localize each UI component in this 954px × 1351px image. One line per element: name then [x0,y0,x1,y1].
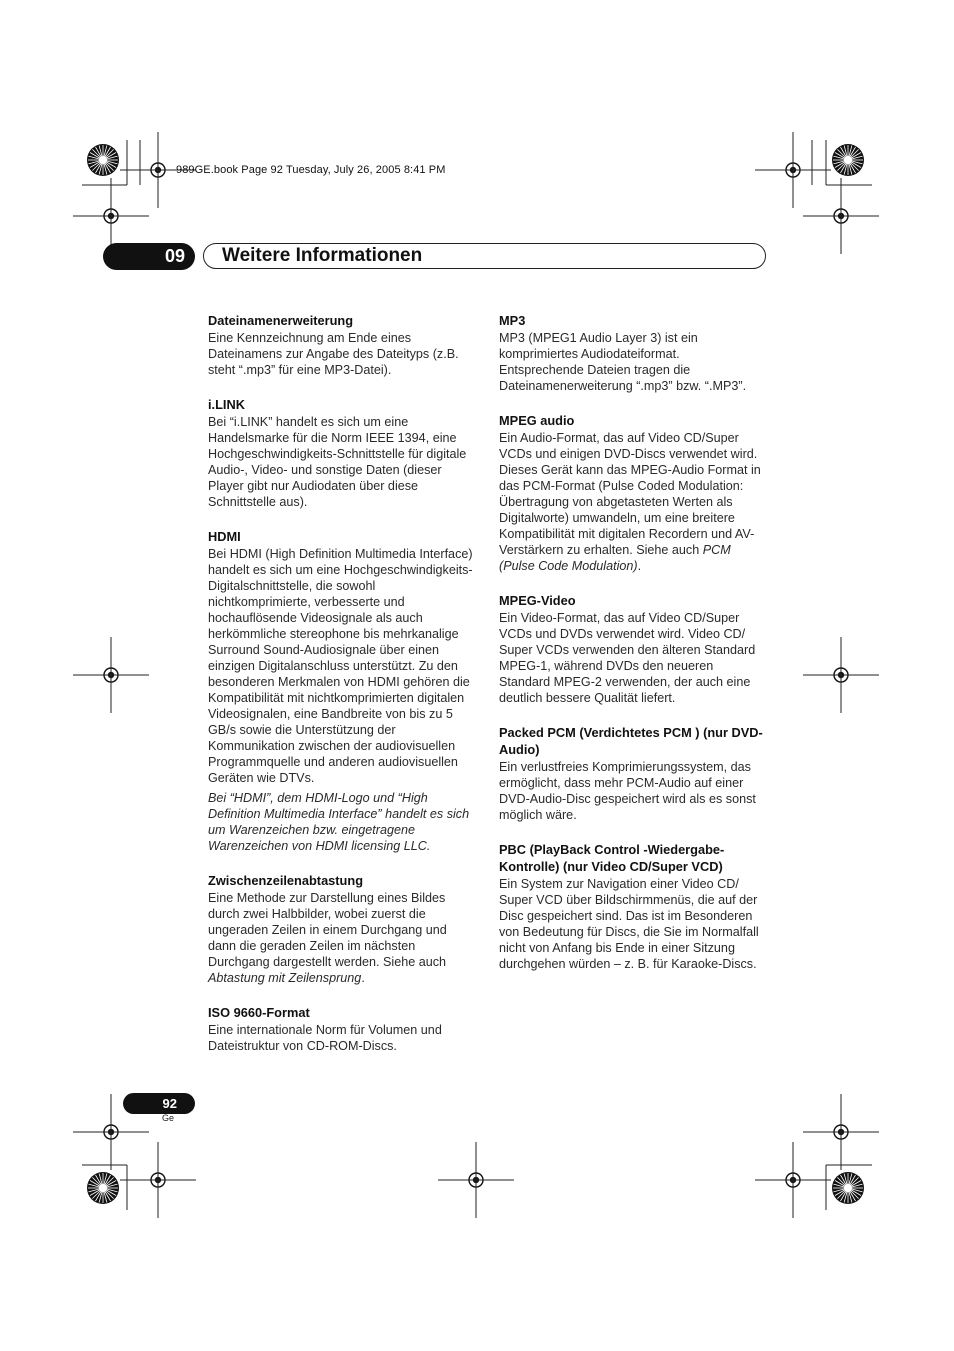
term: PBC (PlayBack Control -Wiedergabe-Kontrolle) (nur Video CD/Super VCD) [499,842,725,874]
term: Dateinamenerweiterung [208,313,354,328]
glossary-entry [499,841,767,972]
starburst-center [844,156,852,164]
definition: Ein verlustfreies Komprimierungssystem, das ermöglicht, dass mehr PCM-Audio auf einer DVD-Audio-Disc gespeichert wird als es sonst möglich wäre. [499,760,756,822]
glossary-entry [499,312,767,394]
definition [208,890,476,986]
page-language: Ge [162,1113,175,1123]
definition: Bei HDMI (High Definition Multimedia Interface) handelt es sich um eine Hochgeschwindigkeits-Digitalschnittstelle, die sowohl nichtkomprimierte, verbesserte und hochauflösende Videosignale als auch herkömmliche stereophone bis mehrkanalige Surround Sound-Audiosignale über einen einzigen Digitalanschluss unterstützt. Zu den besonderen Merkmalen von HDMI gehören die Kompatibilität mit nichtkomprimierten digitalen Videosignalen, eine Bandbreite von bis zu 5 GB/s sowie die Unterstützung der Kommunikation zwischen der audiovisuellen Programmquelle und anderen audiovisuellen Geräten wie DTVs. [208,547,473,785]
chapter-number: 09 [103,243,195,270]
glossary-entry [499,592,767,706]
term: Packed PCM (Verdichtetes PCM ) (nur DVD-Audio) [499,725,763,757]
right-column [499,312,767,990]
term: HDMI [208,529,241,544]
trademark-note: Bei “HDMI”, dem HDMI-Logo und “High Definition Multimedia Interface” handelt es sich um Warenzeichen bzw. eingetragene Warenzeichen von HDMI licensing LLC. [208,791,470,853]
glossary-entry [208,312,476,378]
term: MP3 [499,313,526,328]
definition-end: . [637,559,642,573]
term: MPEG-Video [499,593,576,608]
print-header: 989GE.book Page 92 Tuesday, July 26, 2005 8:41 PM [176,164,446,176]
definition: Ein System zur Navigation einer Video CD/ Super VCD über Bildschirmmenüs, die auf der Disc gespeichert sind. Das ist im Besonderen von Bedeutung für Discs, die Sie im Normalfall nicht von Anfang bis Ende in einer Sitzung durchgehen würden – z. B. für Karaoke-Discs. [499,877,759,971]
glossary-entry [208,528,476,854]
definition: Ein Video-Format, das auf Video CD/Super VCDs und DVDs verwendet wird. Video CD/ Super VCDs verwenden den älteren Standard MPEG-1, während DVDs den neueren Standard MPEG-2 verwenden, der auch eine deutlich bessere Qualität liefert. [499,611,756,705]
definition: Eine internationale Norm für Volumen und Dateistruktur von CD-ROM-Discs. [208,1023,442,1053]
cross-reference: Abtastung mit Zeilensprung [208,971,362,985]
definition: Bei “i.LINK” handelt es sich um eine Handelsmarke für die Norm IEEE 1394, eine Hochgeschwindigkeits-Schnittstelle für digitale Audio-, Video- und sonstige Daten (dieser Player gibt nur Audiodaten über diese Schnittstelle aus). [208,415,467,509]
term: ISO 9660-Format [208,1005,310,1020]
glossary-entry [208,872,476,986]
glossary-entry [208,1004,476,1054]
definition-text: Eine Methode zur Darstellung eines Bildes durch zwei Halbbilder, wobei zuerst die ungeraden Zeilen in einem Durchgang und dann die geraden Zeilen im nächsten Durchgang dargestellt werden. Siehe auch [208,891,447,969]
starburst-center [99,1184,107,1192]
definition: MP3 (MPEG1 Audio Layer 3) ist ein komprimiertes Audiodateiformat. Entsprechende Dateien tragen die Dateinamenerweiterung “.mp3” bzw. “.MP3”. [499,331,747,393]
page-number: 92 [123,1093,195,1114]
starburst-center [99,156,107,164]
term: i.LINK [208,397,245,412]
term: MPEG audio [499,413,575,428]
starburst-center [844,1184,852,1192]
definition-end: . [361,971,365,985]
term: Zwischenzeilenabtastung [208,873,364,888]
definition-text: Ein Audio-Format, das auf Video CD/Super VCDs und einigen DVD-Discs verwendet wird. Dieses Gerät kann das MPEG-Audio Format in das PCM-Format (Pulse Coded Modulation: Übertragung von abgetasteten Werten als Digitalworte) umwandeln, um eine breitere Kompatibilität mit digitalen Recordern und AV-Verstärkern zu erhalten. Siehe auch [499,431,761,557]
glossary-entry [499,412,767,574]
definition: Eine Kennzeichnung am Ende eines Dateinamens zur Angabe des Dateityps (z.B. steht “.mp3” für eine MP3-Datei). [208,331,459,377]
glossary-entry [499,724,767,823]
cross-reference: PCM (Pulse Code Modulation) [499,543,731,573]
glossary-entry [208,396,476,510]
left-column [208,312,476,1072]
definition [499,430,767,574]
chapter-title: Weitere Informationen [222,245,423,266]
